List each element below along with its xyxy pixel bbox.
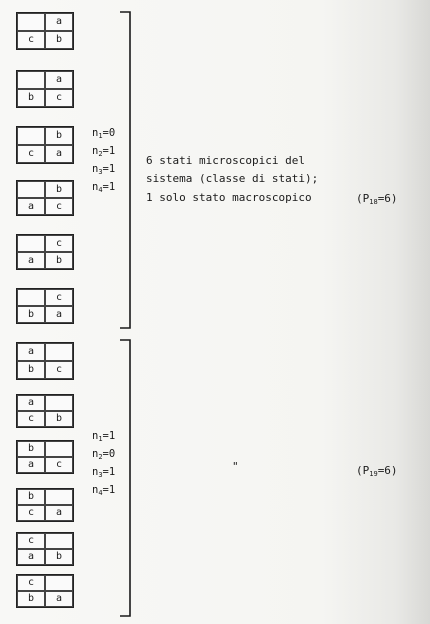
cell: b	[17, 489, 45, 505]
cell: c	[17, 31, 45, 49]
cell: a	[45, 505, 73, 521]
description-line: sistema (classe di stati);	[146, 172, 319, 185]
state-box	[16, 488, 74, 522]
right-bracket	[118, 338, 138, 620]
state-box	[16, 126, 74, 164]
probability-label: $(P_{19}=6)$	[356, 464, 398, 478]
state-box	[16, 70, 74, 108]
state-box	[16, 440, 74, 474]
state-box	[16, 394, 74, 428]
cell: a	[45, 306, 73, 323]
cell: a	[17, 198, 45, 215]
state-box	[16, 574, 74, 608]
state-box	[16, 532, 74, 566]
cell: a	[17, 395, 45, 411]
cell: c	[17, 411, 45, 427]
cell: c	[17, 505, 45, 521]
cell	[45, 343, 73, 361]
cell: a	[45, 71, 73, 89]
cell	[17, 289, 45, 306]
cell: c	[17, 575, 45, 591]
description-line: 1 solo stato macroscopico	[146, 191, 312, 204]
cell	[17, 235, 45, 252]
occupancy-item: $n_1=0$	[92, 127, 116, 140]
cell: b	[17, 306, 45, 323]
cell: b	[45, 31, 73, 49]
cell: a	[17, 549, 45, 565]
cell	[45, 441, 73, 457]
cell	[45, 489, 73, 505]
cell: b	[17, 89, 45, 107]
occupancy-item: $n_3=1$	[92, 163, 116, 176]
cell: b	[17, 361, 45, 379]
cell: c	[45, 235, 73, 252]
occupancy-item: $n_2=1$	[92, 145, 116, 158]
cell: a	[17, 343, 45, 361]
occupancy-item: $n_4=1$	[92, 181, 116, 194]
cell: a	[17, 457, 45, 473]
cell	[17, 71, 45, 89]
cell: c	[45, 289, 73, 306]
state-box	[16, 180, 74, 216]
occupancy-list	[92, 126, 115, 198]
cell: b	[45, 252, 73, 269]
state-box	[16, 234, 74, 270]
cell	[45, 395, 73, 411]
right-bracket	[118, 10, 138, 332]
cell: a	[17, 252, 45, 269]
cell: c	[45, 198, 73, 215]
state-box	[16, 288, 74, 324]
cell	[45, 533, 73, 549]
cell: b	[45, 181, 73, 198]
cell: a	[45, 591, 73, 607]
cell: b	[45, 411, 73, 427]
cell	[45, 575, 73, 591]
state-box	[16, 342, 74, 380]
occupancy-item: $n_1=1$	[92, 430, 116, 443]
cell	[17, 127, 45, 145]
state-box	[16, 12, 74, 50]
cell: c	[45, 361, 73, 379]
description-line: 6 stati microscopici del	[146, 154, 305, 167]
occupancy-list	[92, 429, 115, 501]
cell: c	[45, 457, 73, 473]
cell: b	[45, 549, 73, 565]
cell: a	[45, 13, 73, 31]
cell: b	[45, 127, 73, 145]
probability-label: $(P_{18}=6)$	[356, 192, 398, 206]
cell: c	[45, 89, 73, 107]
ditto-mark: "	[232, 460, 239, 473]
cell: b	[17, 441, 45, 457]
cell: a	[45, 145, 73, 163]
cell	[17, 13, 45, 31]
cell	[17, 181, 45, 198]
occupancy-item: $n_3=1$	[92, 466, 116, 479]
occupancy-item: $n_2=0$	[92, 448, 116, 461]
cell: b	[17, 591, 45, 607]
occupancy-item: $n_4=1$	[92, 484, 116, 497]
cell: c	[17, 145, 45, 163]
cell: c	[17, 533, 45, 549]
